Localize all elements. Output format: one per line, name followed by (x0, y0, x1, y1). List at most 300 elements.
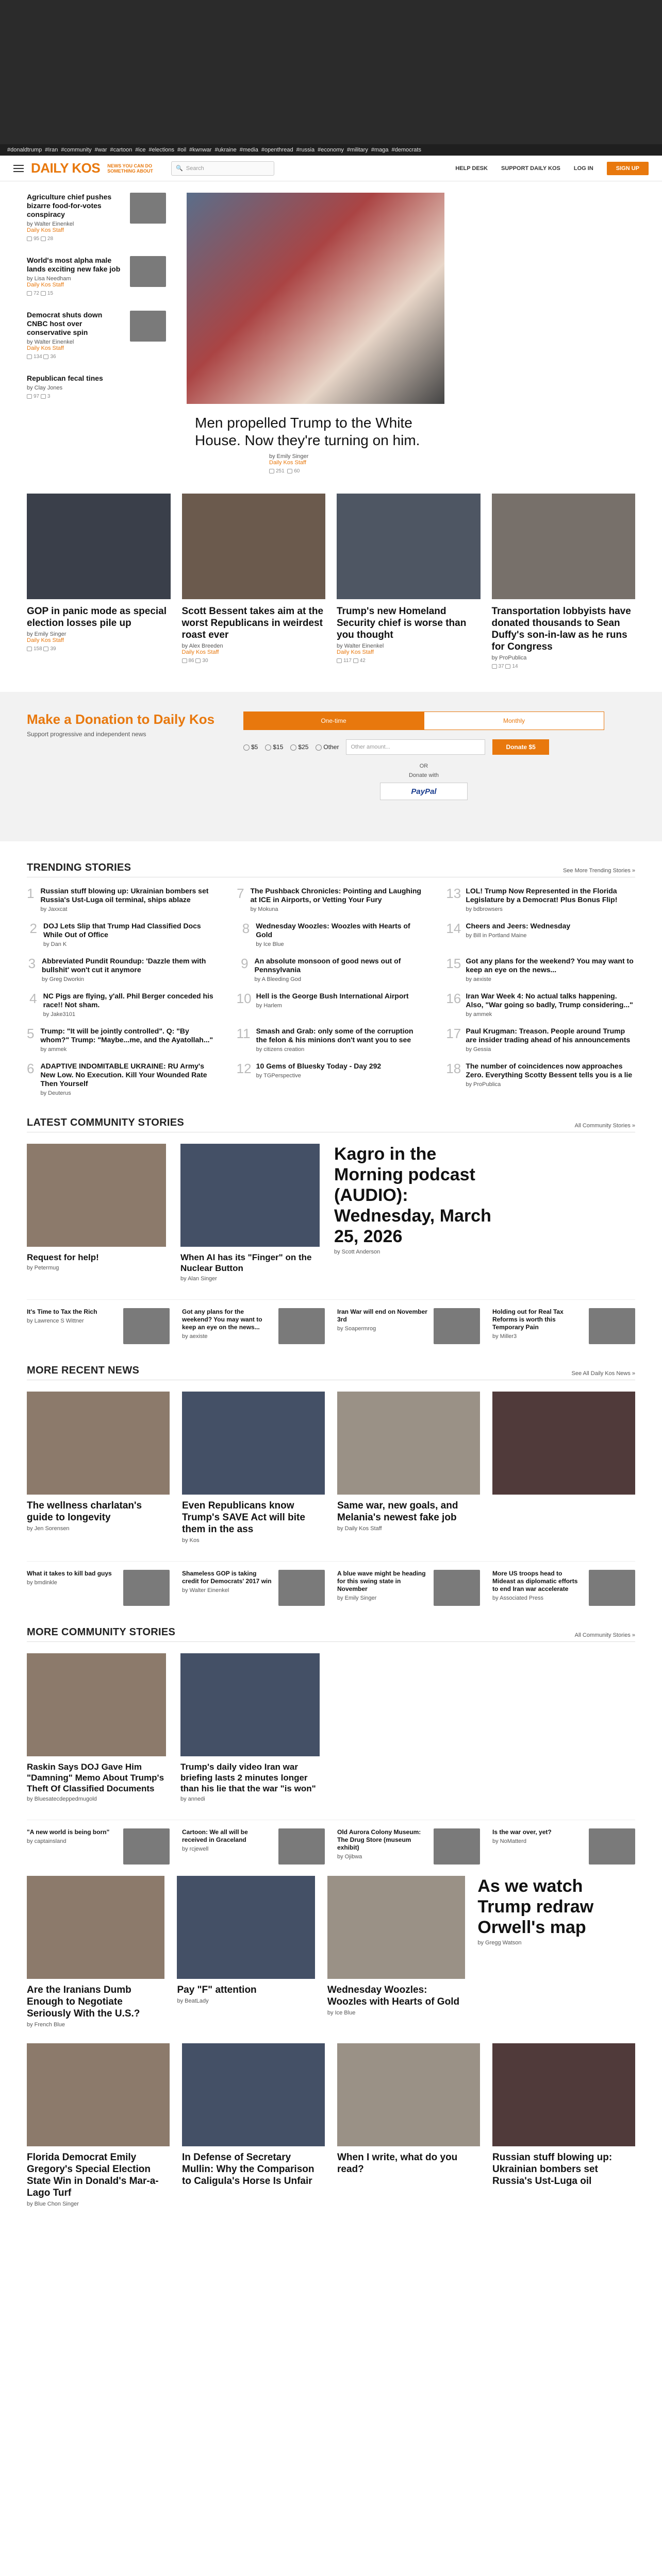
small-story-title[interactable]: More US troops head to Mideast as diplomatic efforts to end Iran war accelerate (492, 1570, 578, 1592)
news-more-link[interactable]: See All Daily Kos News » (571, 1370, 635, 1377)
trending-item[interactable] (27, 957, 216, 982)
trending-title[interactable]: Smash and Grab: only some of the corruption the felon & his minions don't want you to see (256, 1027, 413, 1044)
trending-rank: 18 (446, 1061, 461, 1076)
one-time-tab[interactable]: One-time (243, 711, 424, 730)
tag-link[interactable]: #military (346, 147, 368, 153)
story-image[interactable] (337, 2043, 480, 2146)
story-image[interactable] (27, 1392, 170, 1495)
story-image[interactable] (177, 1876, 315, 1979)
story-title[interactable]: Transportation lobbyists have donated thousands to Sean Duffy's son-in-law as he runs for Congress (491, 606, 631, 652)
story-card[interactable] (27, 1653, 166, 1802)
story-image[interactable] (492, 2043, 635, 2146)
small-story-title[interactable]: Old Aurora Colony Museum: The Drug Store (museum exhibit) (337, 1828, 421, 1851)
small-story[interactable] (337, 1828, 480, 1865)
small-story-author[interactable]: by rcjewell (182, 1846, 209, 1852)
side-story-author[interactable]: by Clay Jones (27, 385, 63, 391)
story-title[interactable]: The wellness charlatan's guide to longevity (27, 1500, 142, 1523)
tag-link[interactable]: #war (94, 147, 107, 153)
comment-count: 95 (34, 236, 40, 242)
tag-link[interactable]: #media (239, 147, 258, 153)
story-title[interactable]: GOP in panic mode as special election losses pile up (27, 606, 167, 629)
trending-title[interactable]: Russian stuff blowing up: Ukrainian bombers set Russia's Ust-Luga oil terminal, ships ablaze (40, 887, 209, 904)
share-count: 15 (47, 291, 54, 296)
story-author[interactable]: by Walter Einenkel (337, 643, 384, 649)
story-title[interactable]: Florida Democrat Emily Gregory's Special Election State Win in Donald's Mar-a-Lago Turf (27, 2152, 159, 2198)
story-author[interactable]: by Emily Singer (27, 631, 67, 637)
tag-link[interactable]: #donaldtrump (7, 147, 42, 153)
side-story-category[interactable]: Daily Kos Staff (27, 282, 64, 288)
story-title[interactable]: Scott Bessent takes aim at the worst Republicans in weirdest roast ever (181, 606, 324, 640)
story-title[interactable]: Trump's daily video Iran war briefing lasts 2 minutes longer than his lie that the war "is won" (180, 1762, 316, 1793)
story-title[interactable]: Raskin Says DOJ Gave Him "Damning" Memo About Trump's Theft Of Classified Documents (27, 1762, 164, 1793)
trending-item[interactable] (446, 887, 635, 912)
feature-title[interactable]: Kagro in the Morning podcast (AUDIO): Wednesday, March 25, 2026 (334, 1144, 491, 1246)
hero-image[interactable] (187, 193, 444, 404)
trending-rank: 2 (29, 921, 37, 936)
featured-story-card[interactable] (337, 494, 481, 669)
trending-author[interactable]: by Dan K (43, 941, 67, 947)
trending-title[interactable]: An absolute monsoon of good news out of Pennsylvania (254, 957, 401, 974)
story-card[interactable] (177, 1876, 315, 2028)
story-image[interactable] (27, 1144, 166, 1247)
story-category[interactable]: Daily Kos Staff (27, 637, 64, 643)
small-story-title[interactable]: What it takes to kill bad guys (27, 1570, 112, 1577)
search-icon: 🔍 (176, 165, 183, 172)
trending-title[interactable]: Iran War Week 4: No actual talks happening. Also, "War going so badly, Trump considering..." (466, 992, 633, 1009)
other-amount-input[interactable]: Other amount... (346, 739, 485, 755)
story-thumbnail[interactable] (278, 1828, 325, 1865)
trending-rank: 11 (236, 1026, 251, 1041)
radio-button[interactable] (265, 744, 271, 751)
story-author[interactable]: by Kos (182, 1537, 200, 1544)
story-image[interactable] (180, 1144, 320, 1247)
story-author[interactable]: by Blue Chon Singer (27, 2201, 79, 2207)
small-story-title[interactable]: Shameless GOP is taking credit for Democrats' 2017 win (182, 1570, 272, 1585)
help-desk-link[interactable]: HELP DESK (455, 165, 488, 172)
story-image[interactable] (492, 1392, 635, 1495)
trending-item[interactable] (27, 1027, 216, 1053)
trending-author[interactable]: by Jaxxcat (40, 906, 68, 912)
trending-item[interactable] (27, 887, 216, 912)
story-image[interactable] (182, 1392, 325, 1495)
story-title[interactable]: Trump's new Homeland Security chief is worse than you thought (337, 606, 467, 640)
story-title[interactable]: Wednesday Woozles: Woozles with Hearts of Gold (327, 1985, 460, 2007)
trending-author[interactable]: by TGPerspective (256, 1073, 301, 1079)
small-story-author[interactable]: by Associated Press (492, 1595, 544, 1601)
story-image[interactable] (27, 2043, 170, 2146)
side-story[interactable] (27, 193, 166, 249)
small-story-author[interactable]: by Walter Einenkel (182, 1587, 229, 1594)
small-story-title[interactable]: It's Time to Tax the Rich (27, 1308, 97, 1315)
story-image[interactable] (27, 1876, 164, 1979)
small-story[interactable] (492, 1828, 635, 1865)
trending-title[interactable]: Trump: "It will be jointly controlled". Q: "By whom?" Trump: "Maybe...me, and the Ayatollah..." (40, 1027, 213, 1044)
small-story-author[interactable]: by Emily Singer (337, 1595, 377, 1601)
trending-title[interactable]: LOL! Trump Now Represented in the Florida Legislature by a Democrat! Plus Bonus Flip! (466, 887, 618, 904)
hero-main-story[interactable] (187, 193, 444, 474)
tag-link[interactable]: #community (61, 147, 92, 153)
trending-author[interactable]: by Gessia (466, 1046, 491, 1053)
story-card[interactable] (27, 1144, 166, 1282)
trending-title[interactable]: Got any plans for the weekend? You may want to keep an eye on the news... (466, 957, 634, 974)
small-story-author[interactable]: by captainsland (27, 1838, 67, 1844)
side-story-title[interactable]: Agriculture chief pushes bizarre food-for-votes conspiracy (27, 193, 112, 218)
story-card[interactable] (27, 2043, 170, 2207)
trending-author[interactable]: by Jake3101 (43, 1011, 76, 1018)
trending-title[interactable]: Abbreviated Pundit Roundup: 'Dazzle them with bullshit' won't cut it anymore (42, 957, 206, 974)
story-thumbnail[interactable] (589, 1828, 635, 1865)
side-story-category[interactable]: Daily Kos Staff (27, 227, 64, 233)
featured-story-card[interactable] (27, 494, 171, 669)
trending-author[interactable]: by Ice Blue (256, 941, 284, 947)
comment-icon (337, 658, 342, 663)
trending-author[interactable]: by Harlem (256, 1003, 282, 1009)
trending-rank: 17 (446, 1026, 461, 1041)
comment-count: 158 (34, 646, 42, 652)
trending-item[interactable] (446, 992, 635, 1018)
story-author[interactable]: by Ice Blue (327, 2010, 356, 2016)
small-story-author[interactable]: by NoMatterd (492, 1838, 527, 1844)
story-title[interactable]: Even Republicans know Trump's SAVE Act will bite them in the ass (182, 1500, 305, 1535)
trending-author[interactable]: by Greg Dworkin (42, 976, 84, 982)
story-image[interactable] (180, 1653, 320, 1756)
trending-rank: 7 (237, 886, 244, 901)
trending-author[interactable]: by Deuterus (40, 1090, 71, 1096)
share-icon (195, 658, 201, 663)
trending-author[interactable]: by Mokuna (250, 906, 278, 912)
tag-link[interactable]: #kwnwar (189, 147, 212, 153)
side-story-title[interactable]: World's most alpha male lands exciting new fake job (27, 256, 121, 273)
small-story-title[interactable]: Is the war over, yet? (492, 1828, 552, 1836)
comment-icon (27, 394, 32, 399)
trending-title[interactable]: The number of coincidences now approaches Zero. Everything Scotty Bessent tells you is a lie (466, 1062, 633, 1079)
share-icon (43, 647, 48, 651)
small-story[interactable] (27, 1828, 170, 1865)
trending-rank: 1 (27, 886, 35, 901)
story-image[interactable] (182, 2043, 325, 2146)
story-author[interactable]: by Alex Breeden (181, 643, 223, 649)
tag-link[interactable]: #cartoon (110, 147, 133, 153)
trending-rank: 12 (236, 1061, 252, 1076)
trending-rank: 4 (29, 991, 37, 1006)
story-meta (27, 646, 171, 652)
comment-count: 117 (343, 658, 352, 664)
trending-title[interactable]: NC Pigs are flying, y'all. Phil Berger conceded his race!! Not sham. (43, 992, 213, 1009)
tag-link[interactable]: #russia (296, 147, 315, 153)
amount-label: $5 (251, 743, 258, 751)
radio-button[interactable] (290, 744, 296, 751)
story-thumbnail[interactable] (130, 256, 166, 287)
story-title[interactable]: Request for help! (27, 1252, 99, 1262)
small-story-author[interactable]: by Ojibwa (337, 1854, 362, 1860)
trending-more-link[interactable]: See More Trending Stories » (562, 868, 635, 874)
trending-item[interactable] (27, 992, 216, 1018)
trending-item[interactable] (237, 992, 426, 1018)
small-story-title[interactable]: Iran War will end on November 3rd (337, 1308, 427, 1323)
story-title[interactable]: Are the Iranians Dumb Enough to Negotiate Seriously With the U.S.? (27, 1985, 140, 2019)
tag-link[interactable]: #maga (371, 147, 389, 153)
trending-rank: 3 (28, 956, 36, 971)
comment-icon (27, 291, 32, 296)
small-story[interactable] (337, 1570, 480, 1606)
trending-item[interactable] (446, 922, 635, 947)
mc-feature-title[interactable]: As we watch Trump redraw Orwell's map (477, 1876, 594, 1937)
trending-rank: 9 (241, 956, 249, 971)
tag-link[interactable]: #oil (177, 147, 187, 153)
community-feature[interactable] (334, 1144, 499, 1282)
trending-author[interactable]: by Bill in Portland Maine (466, 933, 527, 939)
share-icon (353, 658, 358, 663)
story-card[interactable] (182, 2043, 325, 2207)
trending-author[interactable]: by ammek (40, 1046, 67, 1053)
hero-section (27, 181, 635, 474)
trending-rank: 10 (236, 991, 252, 1006)
story-thumbnail[interactable] (123, 1308, 170, 1344)
story-author[interactable]: by BeatLady (177, 1998, 209, 2004)
small-story-author[interactable]: by bmdinkle (27, 1580, 57, 1586)
story-image[interactable] (27, 494, 171, 599)
trending-item[interactable] (237, 922, 426, 947)
story-thumbnail[interactable] (123, 1570, 170, 1606)
tag-link[interactable]: #Iran (45, 147, 58, 153)
amount-option[interactable] (243, 743, 258, 751)
story-thumbnail[interactable] (278, 1570, 325, 1606)
story-meta (182, 658, 326, 664)
signup-button[interactable]: SIGN UP (607, 162, 649, 175)
trending-list (27, 887, 635, 1096)
story-category[interactable]: Daily Kos Staff (337, 649, 374, 655)
feature-author[interactable]: by Scott Anderson (334, 1249, 380, 1255)
trending-rank: 5 (27, 1026, 35, 1041)
trending-rank: 8 (242, 921, 250, 936)
story-author[interactable]: by Daily Kos Staff (337, 1526, 382, 1532)
tag-link[interactable]: #elections (148, 147, 175, 153)
story-title[interactable]: Pay "F" attention (177, 1985, 257, 1995)
amount-option[interactable] (265, 743, 283, 751)
donate-button[interactable]: Donate $5 (492, 739, 549, 755)
support-link[interactable]: SUPPORT DAILY KOS (501, 165, 560, 172)
story-meta (27, 354, 125, 360)
small-story[interactable] (492, 1308, 635, 1344)
trending-item[interactable] (446, 1062, 635, 1096)
trending-item[interactable] (27, 922, 216, 947)
story-thumbnail[interactable] (278, 1308, 325, 1344)
story-image[interactable] (327, 1876, 465, 1979)
story-thumbnail[interactable] (434, 1570, 480, 1606)
small-story-title[interactable]: Holding out for Real Tax Reforms is worth this Temporary Pain (492, 1308, 564, 1331)
trending-title[interactable]: Cheers and Jeers: Wednesday (466, 922, 571, 930)
story-author[interactable]: by ProPublica (491, 655, 527, 661)
tag-bar (0, 144, 662, 156)
trending-author[interactable]: by aexiste (466, 976, 491, 982)
share-count: 39 (50, 646, 56, 652)
story-meta (27, 236, 125, 242)
small-story-title[interactable]: A blue wave might be heading for this swing state in November (337, 1570, 426, 1592)
comment-icon (269, 469, 274, 473)
trending-header (27, 862, 635, 877)
monthly-tab[interactable]: Monthly (424, 711, 604, 730)
story-title[interactable]: When I write, what do you read? (337, 2152, 458, 2175)
small-story-title[interactable]: "A new world is being born" (27, 1828, 110, 1836)
story-thumbnail[interactable] (434, 1828, 480, 1865)
story-title[interactable]: In Defense of Secretary Mullin: Why the Comparison to Caligula's Horse Is Unfair (182, 2152, 315, 2187)
trending-rank: 6 (27, 1061, 35, 1076)
story-card[interactable] (180, 1653, 320, 1802)
trending-author[interactable]: by citizens creation (256, 1046, 305, 1053)
trending-title[interactable]: DOJ Lets Slip that Trump Had Classified Docs While Out of Office (43, 922, 201, 939)
more-community-feature[interactable] (477, 1876, 635, 2028)
small-story[interactable] (182, 1570, 325, 1606)
story-thumbnail[interactable] (130, 193, 166, 224)
story-meta (337, 658, 481, 664)
small-story[interactable] (182, 1828, 325, 1865)
story-image[interactable] (182, 494, 326, 599)
or-divider: OR (419, 763, 428, 769)
story-title[interactable]: When AI has its "Finger" on the Nuclear Button (180, 1252, 312, 1273)
story-card[interactable] (27, 1392, 170, 1544)
trending-author[interactable]: by A Bleeding God (254, 976, 302, 982)
story-author[interactable]: by Jen Sorensen (27, 1526, 70, 1532)
paypal-button[interactable]: PayPal (380, 783, 468, 800)
side-story-author[interactable]: by Lisa Needham (27, 276, 71, 282)
search-placeholder: Search (186, 165, 204, 172)
story-thumbnail[interactable] (434, 1308, 480, 1344)
small-story[interactable] (27, 1308, 170, 1344)
small-story[interactable] (337, 1308, 480, 1344)
search-input[interactable] (171, 161, 274, 176)
story-author[interactable]: by Bluesatecdeppedmugold (27, 1796, 97, 1802)
small-story-author[interactable]: by Lawrence S Wittner (27, 1318, 84, 1324)
comment-count: 97 (34, 394, 40, 399)
small-story-title[interactable]: Got any plans for the weekend? You may want to keep an eye on the news... (182, 1308, 262, 1331)
radio-button[interactable] (243, 744, 250, 751)
trending-rank: 13 (446, 886, 461, 901)
trending-item[interactable] (27, 1062, 216, 1096)
comment-icon (182, 658, 187, 663)
trending-item[interactable] (237, 1062, 426, 1096)
trending-author[interactable]: by ProPublica (466, 1081, 501, 1088)
small-story[interactable] (27, 1570, 170, 1606)
trending-author[interactable]: by bdbrowsers (466, 906, 503, 912)
featured-story-card[interactable] (492, 494, 636, 669)
trending-item[interactable] (446, 957, 635, 982)
trending-item[interactable] (237, 957, 426, 982)
side-story-category[interactable]: Daily Kos Staff (27, 345, 64, 351)
login-link[interactable]: LOG IN (573, 165, 593, 172)
story-card[interactable] (337, 2043, 480, 2207)
trending-title[interactable]: 10 Gems of Bluesky Today - Day 292 (256, 1062, 382, 1070)
side-story-author[interactable]: by Walter Einenkel (27, 339, 74, 345)
small-story[interactable] (492, 1570, 635, 1606)
story-title[interactable]: Russian stuff blowing up: Ukrainian bombers set Russia's Ust-Luga oil (492, 2152, 613, 2187)
story-author[interactable]: by annedi (180, 1796, 205, 1802)
community-header (27, 1117, 635, 1132)
story-category[interactable]: Daily Kos Staff (181, 649, 219, 655)
side-story[interactable] (27, 311, 166, 367)
small-story-author[interactable]: by aexiste (182, 1333, 208, 1340)
share-icon (41, 394, 46, 399)
amount-label: Other (323, 743, 339, 751)
trending-title[interactable]: ADAPTIVE INDOMITABLE UKRAINE: RU Army's New Low. No Execution. Kill Your Wounded Rate Then Yourself (40, 1062, 207, 1088)
trending-author[interactable]: by ammek (466, 1011, 492, 1018)
trending-title[interactable]: The Pushback Chronicles: Pointing and Laughing at ICE in Airports, or Vetting Your Fury (250, 887, 421, 904)
mc-feature-author[interactable]: by Gregg Watson (477, 1940, 522, 1946)
comment-icon (27, 354, 32, 359)
side-story-author[interactable]: by Walter Einenkel (27, 221, 74, 227)
tag-link[interactable]: #democrats (391, 147, 421, 153)
small-story-title[interactable]: Cartoon: We all will be received in Graceland (182, 1828, 248, 1843)
tag-link[interactable]: #ice (135, 147, 146, 153)
small-story-author[interactable]: by Soapermrog (337, 1326, 376, 1332)
trending-title[interactable]: Wednesday Woozles: Woozles with Hearts of Gold (256, 922, 410, 939)
trending-item[interactable] (237, 887, 426, 912)
trending-title[interactable]: Paul Krugman: Treason. People around Trump are insider trading ahead of his announcements (466, 1027, 631, 1044)
story-author[interactable]: by Petermug (27, 1265, 59, 1271)
small-story[interactable] (182, 1308, 325, 1344)
story-card[interactable] (327, 1876, 465, 2028)
featured-story-card[interactable] (182, 494, 326, 669)
hero-category[interactable]: Daily Kos Staff (269, 460, 306, 466)
share-icon (41, 291, 46, 296)
top-dark-banner (0, 0, 662, 144)
story-card[interactable] (337, 1392, 480, 1544)
trending-title[interactable]: Hell is the George Bush International Airport (256, 992, 409, 1000)
tag-link[interactable]: #openthread (261, 147, 293, 153)
story-card[interactable] (180, 1144, 320, 1282)
trending-item[interactable] (237, 1027, 426, 1053)
side-story[interactable] (27, 256, 166, 303)
amount-option[interactable] (316, 743, 339, 751)
comment-count: 37 (498, 664, 504, 669)
comment-icon (27, 236, 32, 241)
story-card[interactable] (492, 2043, 635, 2207)
community-more-link[interactable]: All Community Stories » (574, 1123, 635, 1129)
small-story-author[interactable]: by Miller3 (492, 1333, 517, 1340)
story-image[interactable] (337, 1392, 480, 1495)
menu-icon[interactable] (13, 165, 24, 172)
amount-option[interactable] (290, 743, 308, 751)
story-thumbnail[interactable] (123, 1828, 170, 1865)
story-card[interactable] (182, 1392, 325, 1544)
story-image[interactable] (492, 494, 636, 599)
hero-author[interactable]: by Emily Singer (269, 453, 309, 460)
story-card[interactable] (492, 1392, 635, 1544)
hero-title[interactable]: Men propelled Trump to the White House. Now they're turning on him. (195, 415, 420, 448)
story-author[interactable]: by Alan Singer (180, 1276, 217, 1282)
tag-link[interactable]: #ukraine (214, 147, 237, 153)
more-community-link[interactable]: All Community Stories » (574, 1632, 635, 1638)
comment-icon (27, 647, 32, 651)
story-image[interactable] (337, 494, 481, 599)
site-logo[interactable]: DAILY KOS (31, 160, 101, 176)
tag-link[interactable]: #economy (318, 147, 344, 153)
side-story[interactable] (27, 374, 166, 406)
story-author[interactable]: by French Blue (27, 2022, 65, 2028)
story-thumbnail[interactable] (589, 1308, 635, 1344)
radio-button[interactable] (316, 744, 322, 751)
story-image[interactable] (27, 1653, 166, 1756)
side-story-title[interactable]: Democrat shuts down CNBC host over conservative spin (27, 311, 103, 336)
side-story-title[interactable]: Republican fecal tines (27, 374, 103, 382)
comment-count: 86 (188, 658, 194, 664)
trending-item[interactable] (446, 1027, 635, 1053)
trending-rank: 14 (446, 921, 461, 936)
story-card[interactable] (27, 1876, 164, 2028)
story-thumbnail[interactable] (130, 311, 166, 342)
story-thumbnail[interactable] (589, 1570, 635, 1606)
story-title[interactable]: Same war, new goals, and Melania's newest fake job (337, 1500, 458, 1523)
more-community-title: MORE COMMUNITY STORIES (27, 1626, 176, 1638)
